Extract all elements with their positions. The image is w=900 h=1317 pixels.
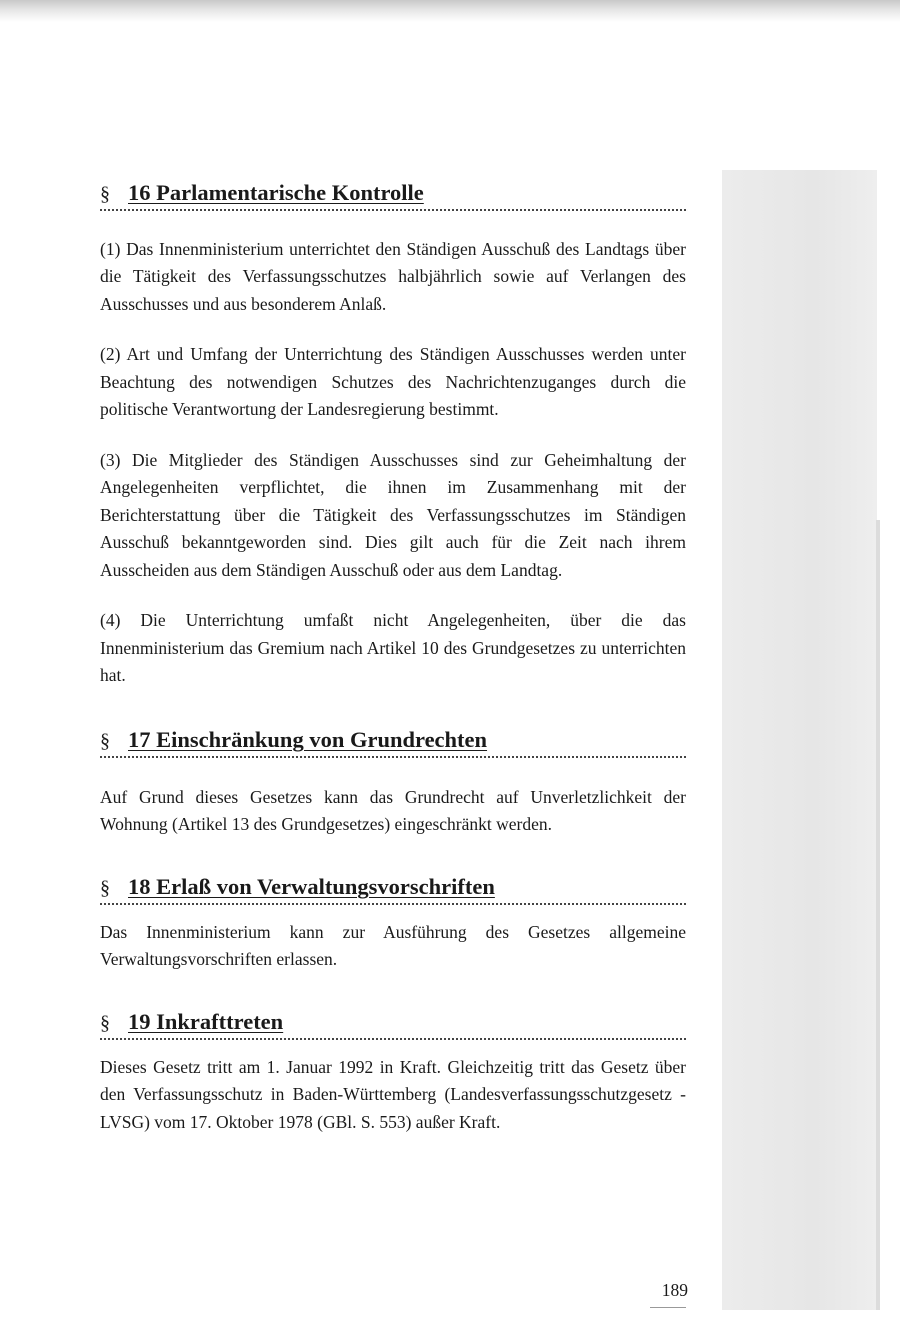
page-number: 189	[661, 1280, 688, 1300]
section-title: 16 Parlamentarische Kontrolle	[128, 179, 424, 205]
section-sign: §	[100, 876, 110, 899]
section-sign: §	[100, 182, 110, 205]
scan-edge-shadow	[0, 0, 900, 22]
section-title: 18 Erlaß von Verwaltungsvorschriften	[128, 873, 495, 899]
page-margin-band	[722, 170, 877, 1310]
section-title: 17 Einschränkung von Grundrechten	[128, 726, 488, 752]
paragraph: Auf Grund dieses Gesetzes kann das Grundrecht auf Unverletzlichkeit der Wohnung (Artikel 13 des Grundgesetzes) eingeschränkt werden.	[100, 786, 686, 835]
page-number-rule	[650, 1307, 686, 1308]
paragraph: (1) Das Innenministerium unterrichtet den Ständigen Ausschuß des Landtags über die Tätigkeit des Verfassungsschutzes halbjährlich sowie auf Verlangen des Ausschusses und aus besonderem Anlaß.	[100, 238, 686, 314]
section-heading	[100, 179, 686, 211]
paragraph: (2) Art und Umfang der Unterrichtung des Ständigen Ausschusses werden unter Beachtung des notwendigen Schutzes des Nachrichtenzuganges durch die politische Verantwortung der Landesregierung bestimmt.	[100, 344, 686, 420]
section-sign: §	[100, 1011, 110, 1034]
paragraph: (4) Die Unterrichtung umfaßt nicht Angelegenheiten, über die das Innenministerium das Gremium nach Artikel 10 des Grundgesetzes zu unterrichten hat.	[100, 610, 686, 686]
section-19	[100, 1008, 686, 1137]
section-17	[100, 726, 686, 839]
section-18	[100, 873, 686, 974]
page-edge-line	[876, 520, 880, 1310]
section-title: 19 Inkrafttreten	[128, 1008, 284, 1034]
section-heading	[100, 726, 686, 758]
document-body	[100, 160, 686, 1136]
section-heading	[100, 1008, 686, 1040]
paragraph: Das Innenministerium kann zur Ausführung des Gesetzes allgemeine Verwaltungsvorschriften erlassen.	[100, 921, 686, 970]
section-sign: §	[100, 729, 110, 752]
paragraph: (3) Die Mitglieder des Ständigen Ausschusses sind zur Geheimhaltung der Angelegenheiten verpflichtet, die ihnen im Zusammenhang mit der Berichterstattung über die Tätigkeit des Verfassungsschutzes im Ständigen Ausschuß bekanntgeworden sind. Dies gilt auch für die Zeit nach ihrem Ausscheiden aus dem Ständigen Ausschuß oder aus dem Landtag.	[100, 449, 686, 580]
section-heading	[100, 873, 686, 905]
paragraph: Dieses Gesetz tritt am 1. Januar 1992 in Kraft. Gleichzeitig tritt das Gesetz über den Verfassungsschutz in Baden-Württemberg (Landesverfassungsschutzgesetz - LVSG) vom 17. Oktober 1978 (GBl. S. 553) außer Kraft.	[100, 1056, 686, 1132]
section-16	[100, 179, 686, 690]
